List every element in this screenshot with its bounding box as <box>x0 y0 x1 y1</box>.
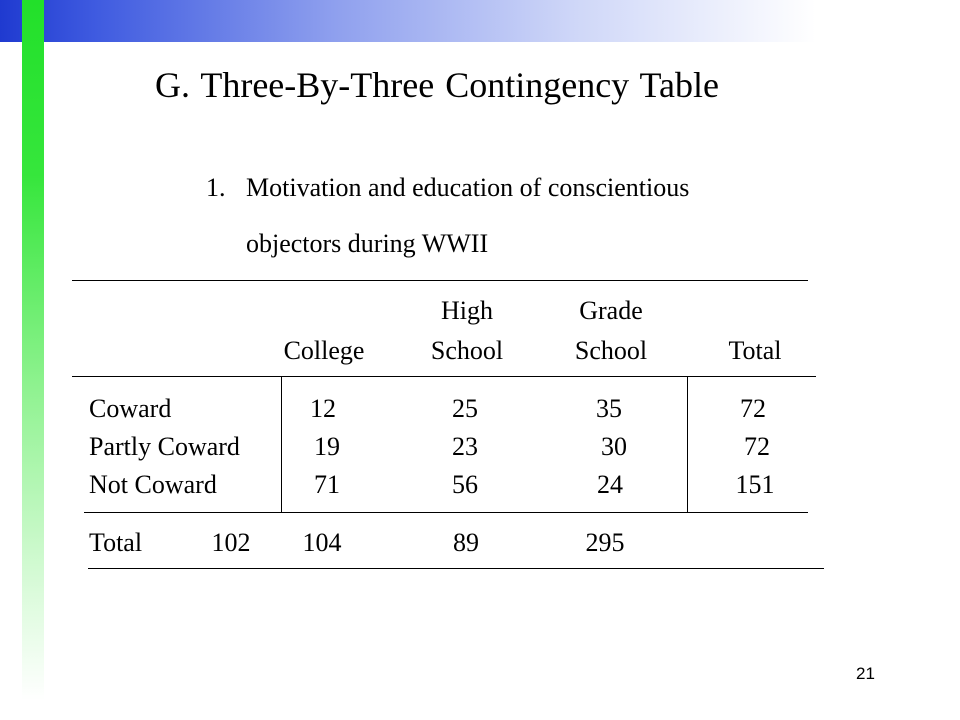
table-cell: 89 <box>453 528 479 557</box>
table-cell: 71 <box>314 470 340 499</box>
table-cell: 72 <box>744 432 770 461</box>
table-bottom-rule <box>88 568 824 569</box>
header-total: Total <box>728 336 782 365</box>
header-grade: Grade <box>579 296 643 325</box>
side-accent-bar <box>22 0 44 700</box>
table-cell: 104 <box>302 528 342 557</box>
total-divider <box>687 376 688 512</box>
row-label-partly-coward: Partly Coward <box>89 432 240 461</box>
row-label-not-coward: Not Coward <box>89 470 217 499</box>
row-label-total: Total <box>89 528 143 557</box>
table-cell: 12 <box>310 394 336 423</box>
body-rule <box>84 512 808 513</box>
page-number: 21 <box>856 664 875 683</box>
header-high-school: School <box>430 336 504 365</box>
subpoint-line-2: objectors during WWII <box>246 229 489 258</box>
table-cell: 35 <box>596 394 622 423</box>
table-cell: 23 <box>452 432 478 461</box>
subpoint <box>206 160 689 272</box>
header-college: College <box>283 336 365 365</box>
table-top-rule <box>72 280 808 281</box>
table-cell: 24 <box>597 470 623 499</box>
top-accent-bar <box>0 0 960 42</box>
header-rule <box>72 376 816 377</box>
subpoint-line-1: Motivation and education of conscientious <box>246 173 690 202</box>
row-label-coward: Coward <box>89 394 172 423</box>
label-divider <box>281 376 282 512</box>
table-cell: 102 <box>211 528 251 557</box>
table-cell: 151 <box>735 470 775 499</box>
subpoint-number: 1. <box>206 173 226 202</box>
slide-title: G. Three-By-Three Contingency Table <box>155 65 719 105</box>
header-high: High <box>441 296 493 325</box>
table-cell: 19 <box>314 432 340 461</box>
table-cell: 30 <box>601 432 627 461</box>
header-grade-school: School <box>574 336 648 365</box>
table-cell: 56 <box>452 470 478 499</box>
table-cell: 295 <box>585 528 625 557</box>
table-cell: 25 <box>452 394 478 423</box>
table-cell: 72 <box>740 394 766 423</box>
